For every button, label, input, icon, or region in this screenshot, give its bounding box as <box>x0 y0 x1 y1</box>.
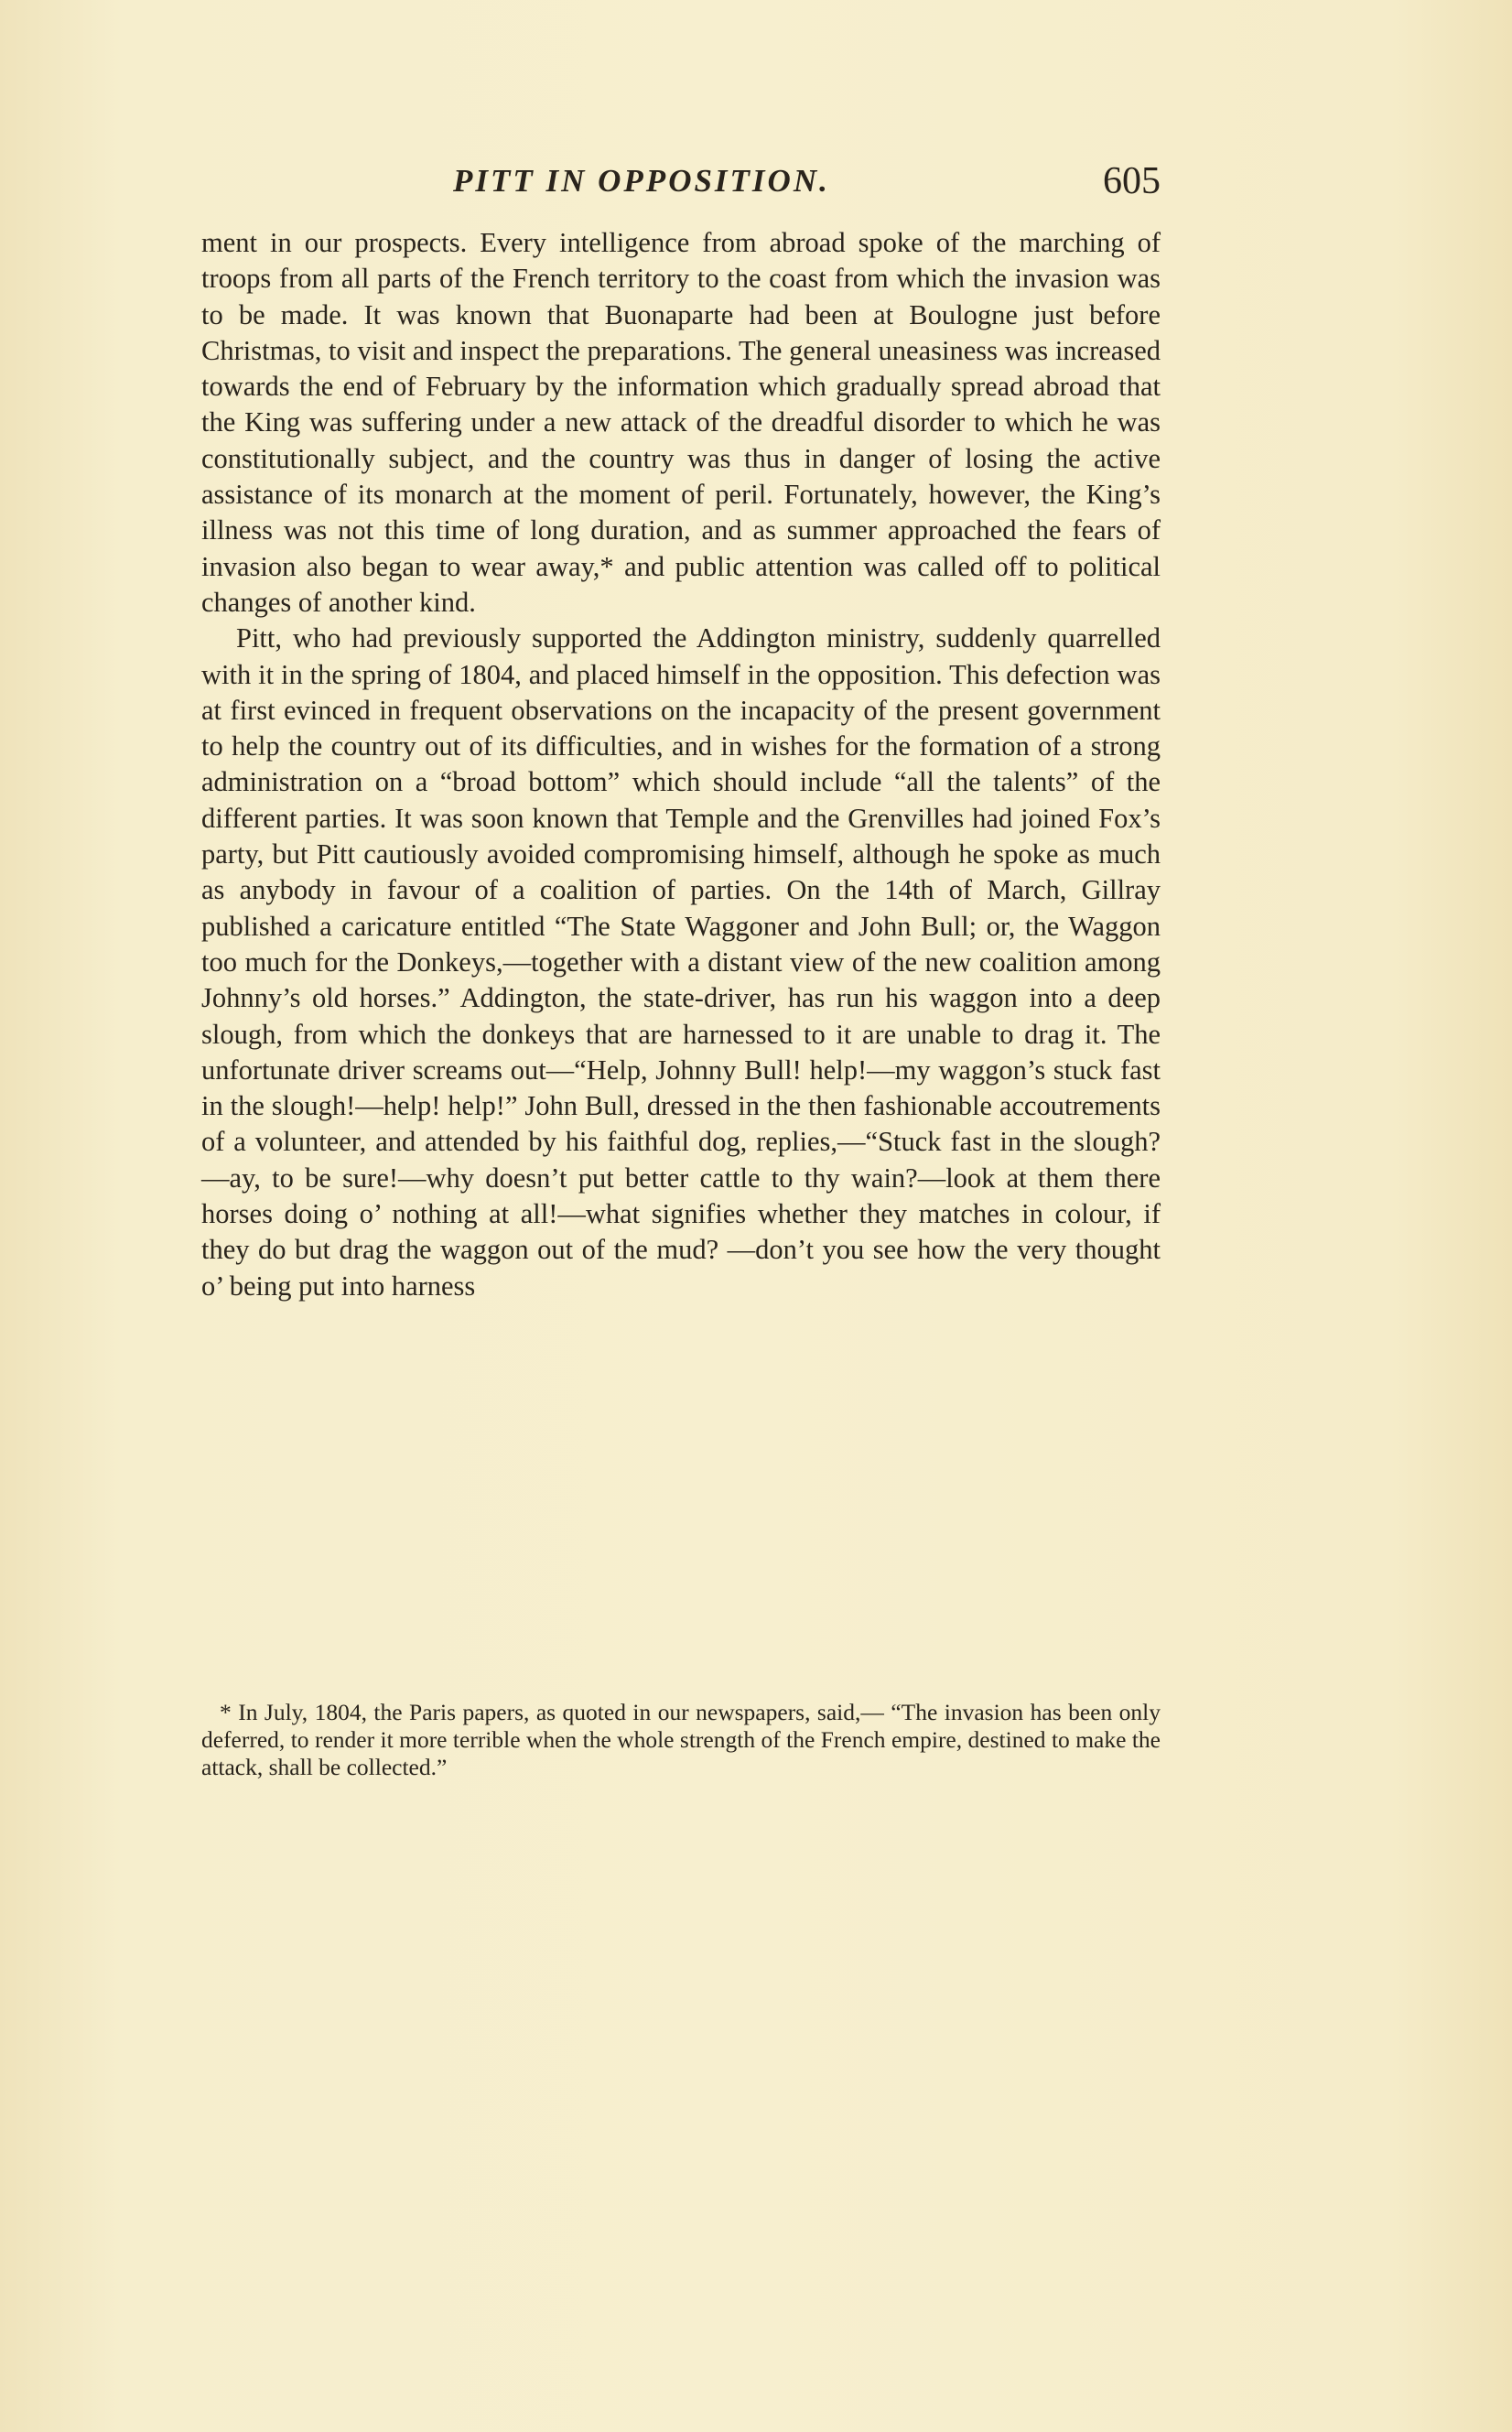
footnote-text: * In July, 1804, the Paris papers, as quoted in our newspapers, said,— “The invasion has been only deferred, to render it more terrible when the whole strength of the French empire, destined to make the attack, shall be collected.” <box>201 1699 1161 1780</box>
footnote <box>201 1699 1161 1781</box>
paragraph-1: ment in our prospects. Every intelligence from abroad spoke of the marching of troops from all parts of the French territory to the coast from which the invasion was to be made. It was known that Buonaparte had been at Boulogne just before Christmas, to visit and inspect the preparations. The general uneasiness was increased towards the end of February by the information which gradually spread abroad that the King was suffering under a new attack of the dreadful disorder to which he was constitutionally subject, and the country was thus in danger of losing the active assistance of its monarch at the moment of peril. Fortunately, however, the King’s illness was not this time of long duration, and as summer approached the fears of invasion also began to wear away,* and public attention was called off to political changes of another kind. <box>201 227 1161 618</box>
page-header <box>201 160 1161 218</box>
page-number: 605 <box>1103 160 1161 202</box>
main-text <box>201 225 1161 1304</box>
paragraph-2: Pitt, who had previously supported the Addington ministry, suddenly quarrelled with it in the spring of 1804, and placed himself in the opposition. This defection was at first evinced in frequent observations on the incapacity of the present government to help the country out of its difficulties, and in wishes for the formation of a strong administration on a “broad bottom” which should include “all the talents” of the different parties. It was soon known that Temple and the Grenvilles had joined Fox’s party, but Pitt cautiously avoided compromising himself, although he spoke as much as anybody in favour of a coalition of parties. On the 14th of March, Gillray published a caricature entitled “The State Waggoner and John Bull; or, the Waggon too much for the Donkeys,—together with a distant view of the new coalition among Johnny’s old horses.” Addington, the state-driver, has run his waggon into a deep slough, from which the donkeys that are harnessed to it are unable to drag it. The unfortunate driver screams out—“Help, Johnny Bull! help!—my waggon’s stuck fast in the slough!—help! help!” John Bull, dressed in the then fashionable accoutrements of a volunteer, and attended by his faithful dog, replies,—“Stuck fast in the slough?—ay, to be sure!—why doesn’t put better cattle to thy wain?—look at them there horses doing o’ nothing at all!—what signifies whether they matches in colour, if they do but drag the waggon out of the mud? —don’t you see how the very thought o’ being put into harness <box>201 622 1161 1302</box>
running-head: PITT IN OPPOSITION. <box>453 163 830 199</box>
